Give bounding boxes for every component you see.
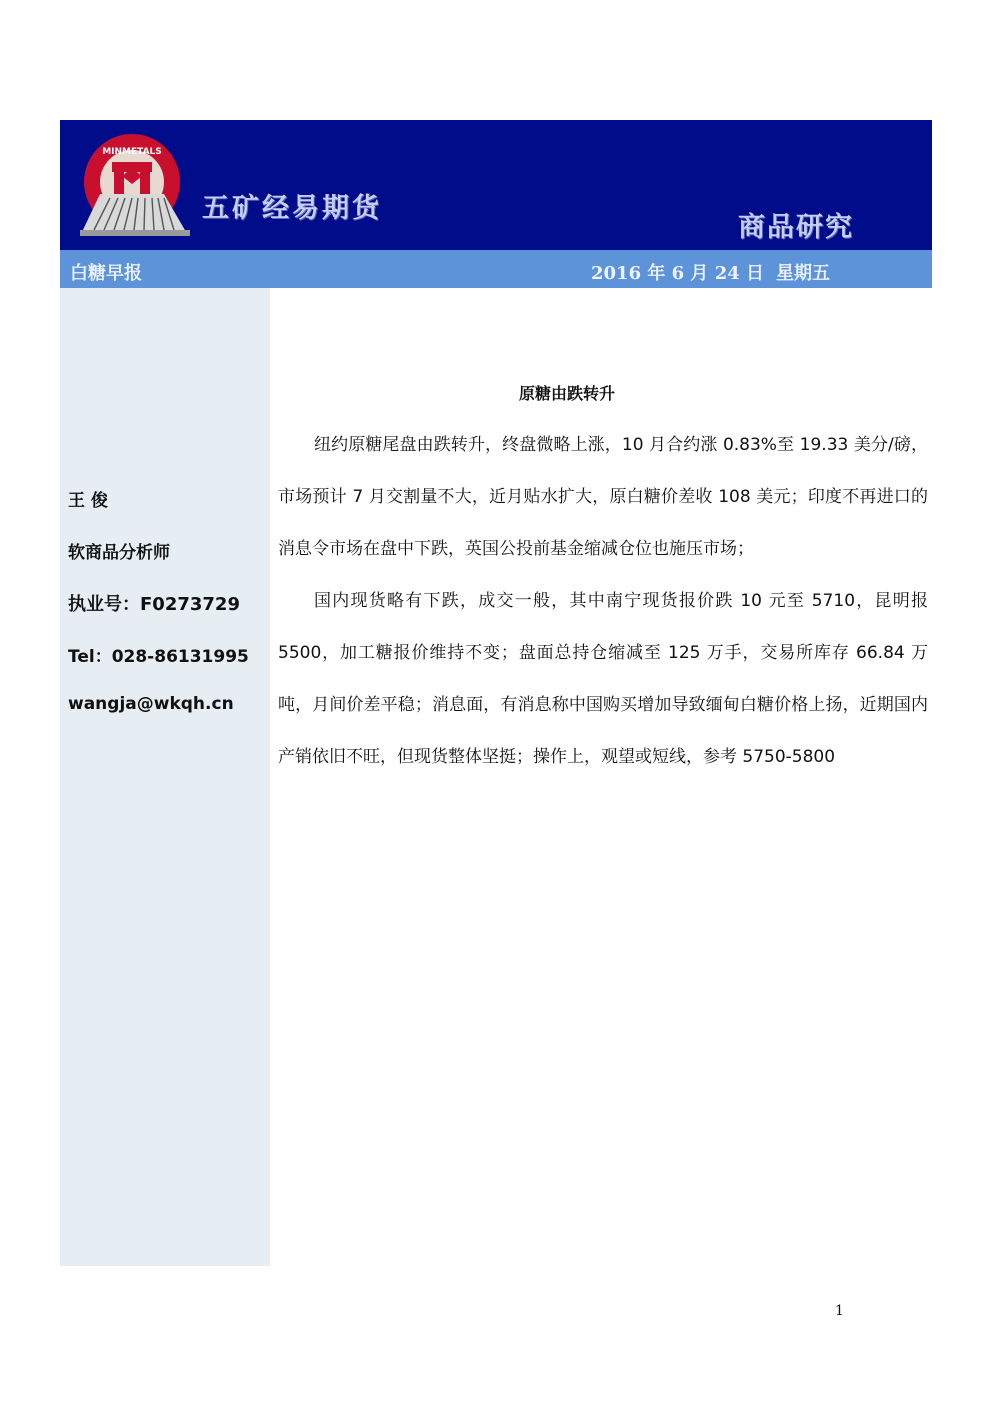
minmetals-logo — [80, 132, 190, 240]
department-name: 商品研究 — [738, 212, 854, 243]
report-weekday: 星期五 — [776, 263, 830, 284]
logo-text: MINMETALS — [102, 147, 162, 157]
company-name: 五矿经易期货 — [202, 193, 382, 224]
header-band — [60, 120, 932, 250]
article-paragraph: 国内现货略有下跌，成交一般，其中南宁现货报价跌 10 元至 5710，昆明报 5500，加工糖报价维持不变；盘面总持仓缩减至 125 万手，交易所库存 66.84 万吨，月间价差平稳；消息面，有消息称中国购买增加导致缅甸白糖价格上扬，近期国内产销依旧不旺，但现货整体坚挺；操作上，观望或短线，参考 5750-5800 — [278, 591, 928, 767]
page-number: 1 — [835, 1303, 844, 1319]
author-tel: Tel：028-86131995 — [68, 647, 249, 667]
article-title: 原糖由跌转升 — [518, 384, 615, 403]
author-sidebar — [60, 288, 270, 1266]
report-subheader — [60, 250, 932, 288]
author-email: wangja@wkqh.cn — [68, 694, 234, 714]
report-title: 白糖早报 — [70, 263, 142, 284]
author-license: 执业号：F0273729 — [68, 594, 240, 615]
author-role: 软商品分析师 — [68, 543, 170, 563]
article-paragraph: 纽约原糖尾盘由跌转升，终盘微略上涨，10 月合约涨 0.83%至 19.33 美分/磅，市场预计 7 月交割量不大，近月贴水扩大，原白糖价差收 108 美元；印度不再进口的消息令市场在盘中下跌，英国公投前基金缩减仓位也施压市场； — [278, 435, 928, 559]
report-date: 2016 年 6 月 24 日 — [591, 263, 765, 284]
author-name: 王 俊 — [68, 491, 108, 511]
